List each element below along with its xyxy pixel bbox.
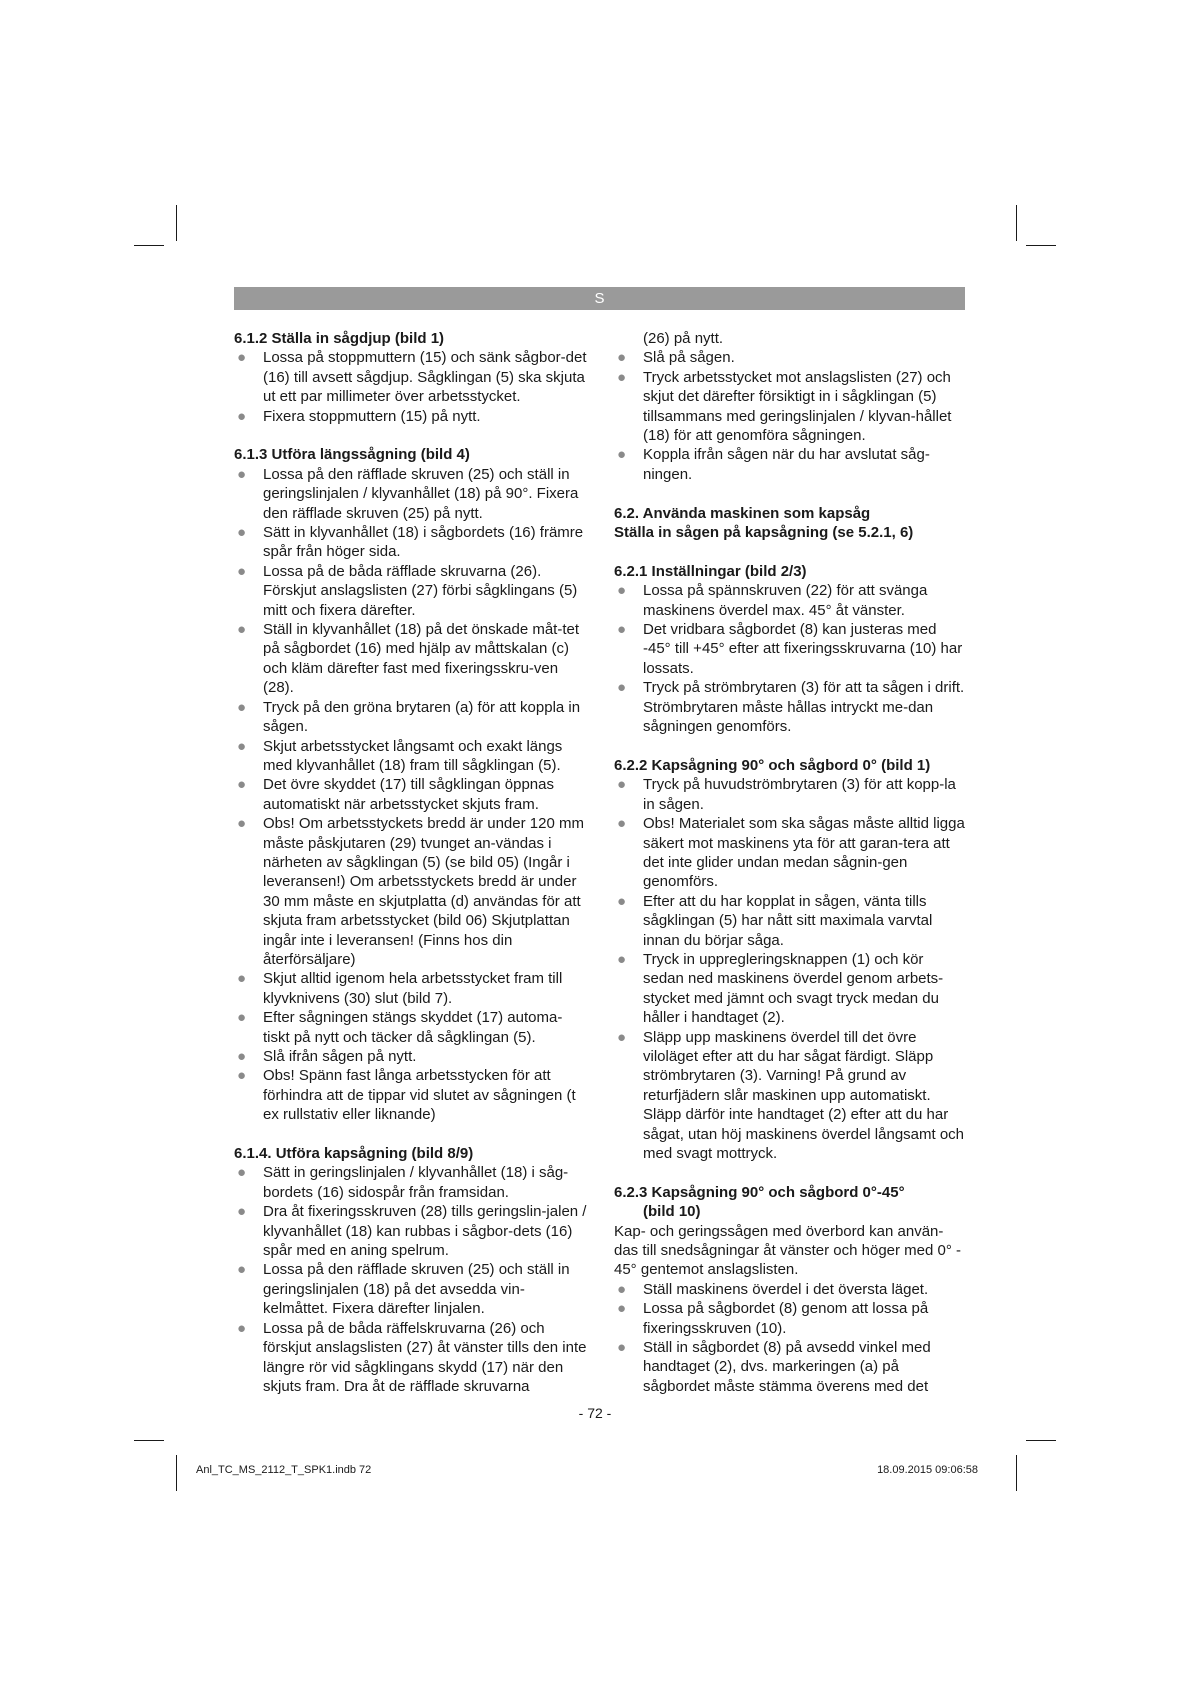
list-6-1-2 — [234, 348, 588, 426]
section-title-6-2-line1: 6.2. Använda maskinen som kapsåg — [614, 504, 871, 522]
bullet-text: Det vridbara sågbordet (8) kan justeras med -45° till +45° efter att fixeringsskruvarna (10) har lossats. — [643, 621, 963, 677]
bullet-item — [234, 698, 588, 737]
bullet-icon: ● — [237, 621, 247, 639]
footer-timestamp: 18.09.2015 09:06:58 — [877, 1464, 978, 1476]
bullet-text: Skjut arbetsstycket långsamt och exakt längs med klyvanhållet (18) fram till sågklingan (5). — [263, 737, 563, 774]
bullet-icon: ● — [237, 1261, 247, 1279]
bullet-text: Lossa på den räfflade skruven (25) och ställ in geringslinjalen (18) på det avsedda vin-kelmåttet. Fixera därefter linjalen. — [263, 1261, 570, 1318]
bullet-text: Obs! Spänn fast långa arbetsstycken för att förhindra att de tippar vid slutet av sågningen (t ex rullstativ eller liknande) — [263, 1067, 576, 1124]
bullet-text: Lossa på stoppmuttern (15) och sänk sågbor-det (16) till avsett sågdjup. Sågklingan (5) ska skjuta ut ett par millimeter över arbetsstycket. — [263, 349, 587, 406]
bullet-item — [614, 814, 966, 892]
bullet-icon: ● — [237, 737, 247, 755]
bullet-item — [234, 523, 588, 562]
bullet-item — [614, 620, 966, 678]
bullet-text: Efter sågningen stängs skyddet (17) automa-tiskt på nytt och täcker då sågklingan (5). — [263, 1009, 563, 1046]
bullet-icon: ● — [237, 970, 247, 988]
right-column — [614, 329, 966, 1396]
section-title-6-2-3-line2: (bild 10) — [643, 1203, 701, 1221]
section-title-6-2-3 — [614, 1183, 966, 1222]
bullet-text: Lossa på den räfflade skruven (25) och ställ in geringslinjalen / klyvanhållet (18) på 90°. Fixera den räfflade skruven (25) på nytt. — [263, 465, 579, 522]
bullet-text: Ställ in klyvanhållet (18) på det önskade måt-tet på sågbordet (16) med hjälp av måttskalan (c) och kläm därefter fast med fixeringsskru-ven (28). — [263, 621, 580, 697]
crop-mark — [1026, 1440, 1056, 1441]
bullet-item — [234, 969, 588, 1008]
bullet-icon: ● — [617, 349, 627, 367]
bullet-text: Tryck in uppregleringsknappen (1) och kör sedan ned maskinens överdel genom arbets-stycket med jämnt och svagt tryck medan du håller i handtaget (2). — [643, 950, 944, 1027]
bullet-text: Slå ifrån sågen på nytt. — [263, 1048, 417, 1066]
bullet-text: Obs! Om arbetsstyckets bredd är under 120 mm måste påskjutaren (29) tvunget an-vändas i närheten av sågklingan (5) (se bild 05) (Ingår i leveransen!) Om arbetsstyckets bredd är under 30 mm måste en skjutplatta (d) användas för att skjuta fram arbetsstycket (bild 06) Skjutplattan ingår inte i leveransen! (Finns hos din återförsäljare) — [263, 815, 584, 968]
bullet-item — [614, 775, 966, 814]
bullet-text: Skjut alltid igenom hela arbetsstycket fram till klyvknivens (30) slut (bild 7). — [263, 970, 563, 1007]
list-continued — [614, 348, 966, 484]
language-band: S — [234, 287, 965, 310]
section-intro-6-2-3: Kap- och geringssågen med överbord kan använ-das till snedsågningar åt vänster och höger med 0° - 45° gentemot anslagslisten. — [614, 1222, 962, 1279]
bullet-icon: ● — [617, 1300, 627, 1318]
bullet-text: Sätt in geringslinjalen / klyvanhållet (18) i såg-bordets (16) sidospår från framsidan. — [263, 1164, 569, 1201]
bullet-icon: ● — [237, 562, 247, 580]
bullet-text: Lossa på spännskruven (22) för att svänga maskinens överdel max. 45° åt vänster. — [643, 582, 928, 619]
bullet-item — [234, 1260, 588, 1318]
bullet-text: Efter att du har kopplat in sågen, vänta tills sågklingan (5) har nått sitt maximala varvtal innan du börjar såga. — [643, 892, 933, 949]
bullet-item — [234, 1319, 588, 1397]
bullet-text: Sätt in klyvanhållet (18) i sågbordets (16) främre spår från höger sida. — [263, 524, 584, 561]
crop-mark — [1026, 245, 1056, 246]
bullet-text: Tryck på strömbrytaren (3) för att ta sågen i drift. Strömbrytaren måste hållas intryckt me-dan sågningen genomförs. — [643, 679, 965, 736]
bullet-item — [614, 1338, 966, 1396]
bullet-text: Dra åt fixeringsskruven (28) tills geringslin-jalen / klyvanhållet (18) kan rubbas i sågbor-dets (16) spår med en aning spelrum. — [263, 1203, 587, 1260]
bullet-item — [234, 620, 588, 698]
bullet-text: Det övre skyddet (17) till sågklingan öppnas automatiskt när arbetsstycket skjuts fram. — [263, 776, 554, 813]
bullet-item — [614, 1299, 966, 1338]
bullet-item — [614, 678, 966, 736]
bullet-icon: ● — [617, 679, 627, 697]
bullet-icon: ● — [237, 1164, 247, 1182]
bullet-icon: ● — [237, 776, 247, 794]
bullet-item — [614, 892, 966, 950]
bullet-item — [234, 465, 588, 523]
bullet-item — [614, 1028, 966, 1164]
bullet-text: Slå på sågen. — [643, 349, 735, 367]
bullet-text: Koppla ifrån sågen när du har avslutat såg-ningen. — [643, 446, 930, 483]
bullet-icon: ● — [617, 621, 627, 639]
bullet-item — [234, 1047, 588, 1066]
bullet-icon: ● — [617, 368, 627, 386]
crop-mark — [1016, 1455, 1017, 1491]
list-6-2-2 — [614, 775, 966, 1163]
bullet-icon: ● — [237, 815, 247, 833]
bullet-item — [234, 775, 588, 814]
bullet-icon: ● — [237, 465, 247, 483]
bullet-icon: ● — [237, 1048, 247, 1066]
bullet-icon: ● — [237, 1319, 247, 1337]
bullet-icon: ● — [237, 698, 247, 716]
bullet-text: Fixera stoppmuttern (15) på nytt. — [263, 407, 481, 425]
bullet-item — [614, 950, 966, 1028]
bullet-text: Tryck på huvudströmbrytaren (3) för att kopp-la in sågen. — [643, 776, 956, 813]
crop-mark — [176, 205, 177, 241]
list-6-2-3 — [614, 1280, 966, 1396]
bullet-icon: ● — [237, 349, 247, 367]
bullet-text: Obs! Materialet som ska sågas måste alltid ligga säkert mot maskinens yta för att garan-tera att det inte glider undan medan sågnin-gen genomförs. — [643, 815, 965, 891]
bullet-item — [234, 407, 588, 426]
bullet-icon: ● — [617, 892, 627, 910]
bullet-text: Lossa på sågbordet (8) genom att lossa på fixeringsskruven (10). — [643, 1300, 929, 1337]
bullet-item — [234, 1066, 588, 1124]
bullet-icon: ● — [237, 1009, 247, 1027]
bullet-item — [614, 368, 966, 446]
list-6-2-1 — [614, 581, 966, 736]
continuation-text: (26) på nytt. — [643, 330, 724, 347]
bullet-item — [234, 737, 588, 776]
section-title-6-2-line2: Ställa in sågen på kapsågning (se 5.2.1, 6) — [614, 524, 914, 542]
bullet-icon: ● — [617, 815, 627, 833]
bullet-item — [614, 445, 966, 484]
bullet-item — [614, 581, 966, 620]
bullet-icon: ● — [617, 1028, 627, 1046]
bullet-icon: ● — [617, 1339, 627, 1357]
bullet-item — [234, 1008, 588, 1047]
bullet-item — [234, 1202, 588, 1260]
bullet-item — [234, 348, 588, 406]
bullet-item — [234, 562, 588, 620]
bullet-icon: ● — [237, 1067, 247, 1085]
crop-mark — [176, 1455, 177, 1491]
footer-filename: Anl_TC_MS_2112_T_SPK1.indb 72 — [196, 1464, 372, 1476]
bullet-icon: ● — [237, 407, 247, 425]
crop-mark — [134, 245, 164, 246]
section-title-6-1-3: 6.1.3 Utföra längssågning (bild 4) — [234, 446, 470, 464]
section-title-6-1-2: 6.1.2 Ställa in sågdjup (bild 1) — [234, 330, 445, 347]
crop-mark — [134, 1440, 164, 1441]
bullet-icon: ● — [237, 1203, 247, 1221]
bullet-item — [234, 814, 588, 969]
bullet-item — [614, 348, 966, 367]
section-title-6-2-3-line1: 6.2.3 Kapsågning 90° och sågbord 0°-45° — [614, 1183, 905, 1201]
bullet-icon: ● — [617, 776, 627, 794]
section-title-6-1-4: 6.1.4. Utföra kapsågning (bild 8/9) — [234, 1145, 474, 1163]
bullet-icon: ● — [617, 582, 627, 600]
left-column — [234, 329, 588, 1396]
bullet-icon: ● — [237, 524, 247, 542]
bullet-text: Släpp upp maskinens överdel till det övre viloläget efter att du har sågat färdigt. Släpp strömbrytaren (3). Varning! På grund av returfjädern slår maskinen upp automatiskt. Släpp därför inte handtaget (2) efter att du har sågat, utan höj maskinens överdel långsamt och med svagt mottryck. — [643, 1028, 965, 1163]
bullet-text: Lossa på de båda räfflade skruvarna (26). Förskjut anslagslisten (27) förbi sågklingans (5) mitt och fixera därefter. — [263, 562, 578, 619]
page-number: - 72 - — [578, 1405, 612, 1421]
bullet-item — [234, 1163, 588, 1202]
section-title-6-2 — [614, 504, 966, 543]
bullet-text: Ställ maskinens överdel i det översta läget. — [643, 1280, 929, 1298]
bullet-icon: ● — [617, 1280, 627, 1298]
list-6-1-3 — [234, 465, 588, 1125]
bullet-text: Ställ in sågbordet (8) på avsedd vinkel med handtaget (2), dvs. markeringen (a) på sågbordet måste stämma överens med det — [643, 1339, 931, 1395]
list-6-1-4 — [234, 1163, 588, 1396]
bullet-text: Tryck på den gröna brytaren (a) för att koppla in sågen. — [263, 698, 581, 736]
section-title-6-2-1: 6.2.1 Inställningar (bild 2/3) — [614, 562, 807, 580]
bullet-text: Lossa på de båda räffelskruvarna (26) och förskjut anslagslisten (27) åt vänster tills den inte längre rör vid sågklingans skydd (17) när den skjuts fram. Dra åt de räfflade skruvarna — [263, 1319, 587, 1395]
section-title-6-2-2: 6.2.2 Kapsågning 90° och sågbord 0° (bild 1) — [614, 756, 931, 774]
bullet-icon: ● — [617, 950, 627, 968]
bullet-icon: ● — [617, 446, 627, 464]
crop-mark — [1016, 205, 1017, 241]
bullet-item — [614, 1280, 966, 1299]
bullet-text: Tryck arbetsstycket mot anslagslisten (27) och skjut det därefter försiktigt in i sågklingan (5) tillsammans med geringslinjalen / klyvan-hållet (18) för att genomföra sågningen. — [643, 368, 952, 445]
